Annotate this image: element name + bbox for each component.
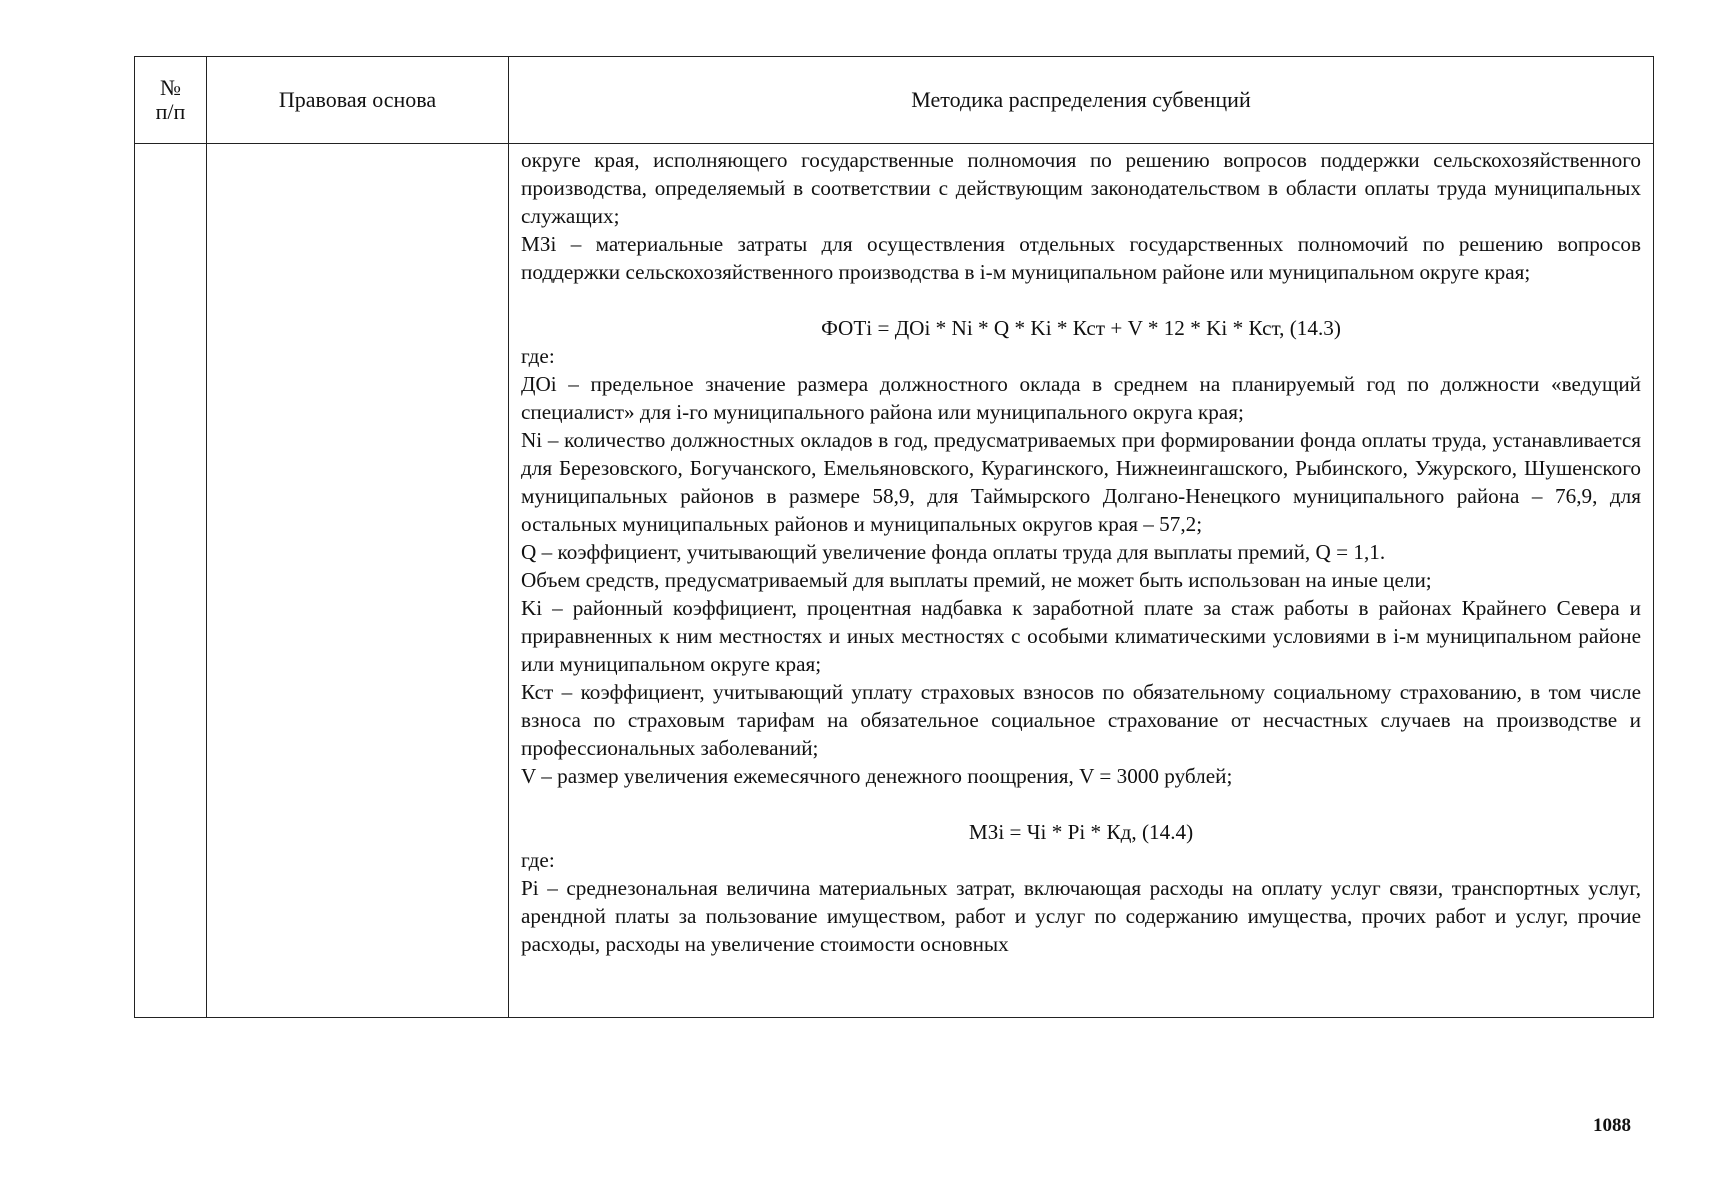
paragraph: Pi – среднезональная величина материальных затрат, включающая расходы на оплату услуг связи, транспортных услуг, арендной платы за пользование имуществом, работ и услуг по содержанию имущества, прочих работ и услуг, прочие расходы, расходы на увеличение стоимости основных xyxy=(521,876,1641,956)
paragraph: округе края, исполняющего государственные полномочия по решению вопросов поддержки сельскохозяйственного производства, определяемый в соответствии с действующим законодательством в области оплаты труда муниципальных служащих; xyxy=(521,148,1641,228)
table-header-row xyxy=(135,57,1654,144)
paragraph: Объем средств, предусматриваемый для выплаты премий, не может быть использован на иные цели; xyxy=(521,568,1432,592)
header-number-line2: п/п xyxy=(155,99,186,124)
formula-14-4: МЗi = Чi * Pi * Кд, (14.4) xyxy=(968,820,1194,844)
paragraph: Кст – коэффициент, учитывающий уплату страховых взносов по обязательному социальному страхованию, в том числе взноса по страховым тарифам на обязательное социальное страхование от несчастных случаев на производстве и профессиональных заболеваний; xyxy=(521,680,1641,760)
paragraph: ДОi – предельное значение размера должностного оклада в среднем на планируемый год по должности «ведущий специалист» для i-го муниципального района или муниципального округа края; xyxy=(521,372,1641,424)
paragraph: Ki – районный коэффициент, процентная надбавка к заработной плате за стаж работы в районах Крайнего Севера и приравненных к ним местностях и иных местностях с особыми климатическими условиями в i-м муниципальном районе или муниципальном округе края; xyxy=(521,596,1641,676)
cell-methodology xyxy=(509,144,1654,1018)
paragraph: Q – коэффициент, учитывающий увеличение фонда оплаты труда для выплаты премий, Q = 1,1. xyxy=(521,540,1386,564)
paragraph: V – размер увеличения ежемесячного денежного поощрения, V = 3000 рублей; xyxy=(521,764,1233,788)
paragraph: МЗi – материальные затраты для осуществления отдельных государственных полномочий по решению вопросов поддержки сельскохозяйственного производства в i-м муниципальном районе или муниципальном округе края; xyxy=(521,232,1641,284)
cell-number xyxy=(135,144,207,1018)
formula-14-3: ФОТi = ДОi * Ni * Q * Ki * Кст + V * 12 * Ki * Кст, (14.3) xyxy=(821,316,1341,340)
where-label: где: xyxy=(521,344,555,368)
paragraph: Ni – количество должностных окладов в год, предусматриваемых при формировании фонда оплаты труда, устанавливается для Березовского, Богучанского, Емельяновского, Курагинского, Нижнеингашского, Рыбинского, Ужурского, Шушенского муниципальных районов в размере 58,9, для Таймырского Долгано-Ненецкого муниципального района – 76,9, для остальных муниципальных районов и муниципальных округов края – 57,2; xyxy=(521,428,1641,536)
page-number: 1088 xyxy=(1593,1115,1631,1136)
table-row xyxy=(135,144,1654,1018)
header-methodology: Методика распределения субвенций xyxy=(509,57,1654,144)
header-number xyxy=(135,57,207,144)
header-legal-basis: Правовая основа xyxy=(207,57,509,144)
where-label: где: xyxy=(521,848,555,872)
header-number-line1: № xyxy=(160,75,181,100)
cell-legal-basis xyxy=(207,144,509,1018)
methodology-table xyxy=(134,56,1654,1018)
